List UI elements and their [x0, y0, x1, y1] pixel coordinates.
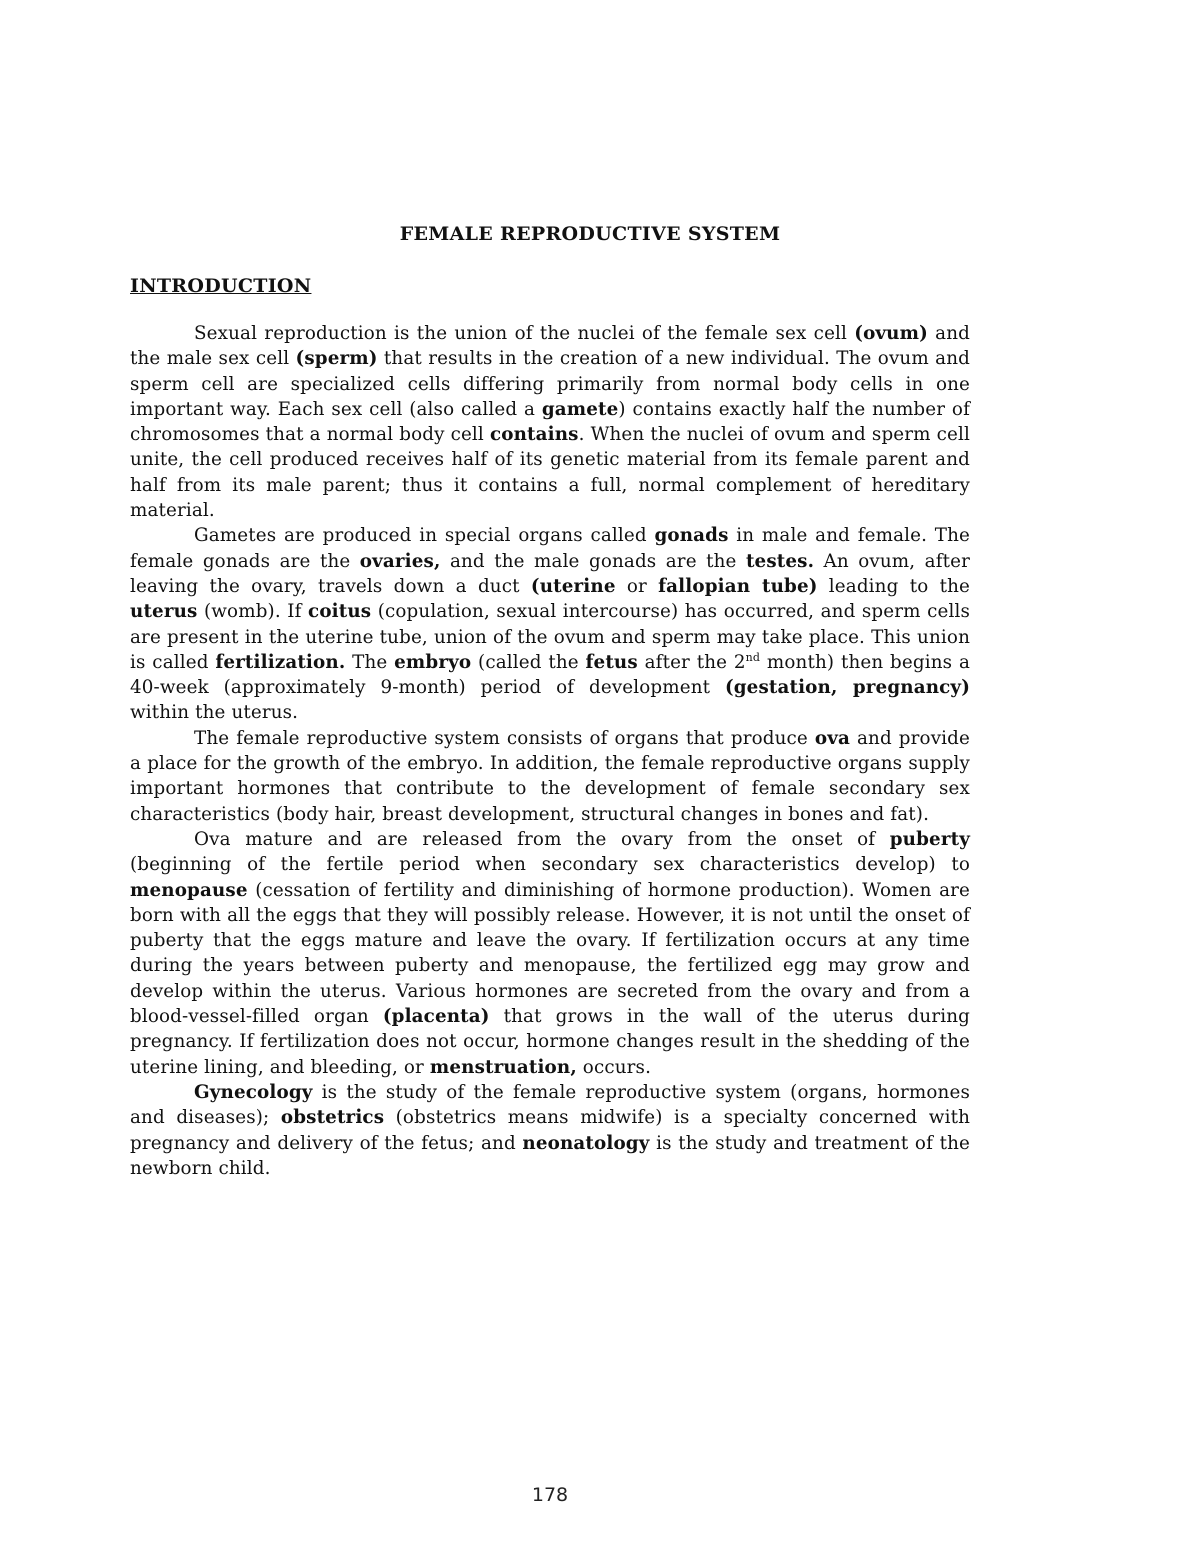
text-run: and the male sex cell [130, 323, 970, 370]
bold-term: gonads [654, 525, 729, 547]
text-run: Ova mature and are released from the ovary from the onset of [194, 828, 890, 850]
text-run: occurs. [576, 1056, 652, 1078]
text-run: An ovum, after leaving the ovary, travels down a duct [130, 550, 970, 597]
text-run: and the male gonads are the [440, 550, 746, 572]
bold-term: ova [814, 727, 850, 749]
section-heading-introduction: INTRODUCTION [130, 275, 312, 297]
bold-term: (ovum) [854, 323, 928, 344]
text-run: after the 2 [637, 651, 746, 673]
text-run: (cessation of fertility and diminishing of hormone production). Women are born with all the eggs that they will possibly release. However, it is not until the onset of puberty that the eggs mature and leave the ovary. If fertilization occurs at any time during the years between puberty and menopause, the fertilized egg may grow and develop within the uterus. Various hormones are secreted from the ovary and from a blood-vessel-filled organ [130, 879, 970, 1028]
bold-term: (uterine [530, 575, 616, 597]
text-run: ) contains exactly half the number of chromosomes that a normal body cell [130, 398, 970, 446]
text-run: (beginning of the fertile period when secondary sex characteristics develop) to [130, 854, 970, 876]
bold-term: uterus [130, 601, 198, 623]
text-run: or [615, 575, 659, 597]
page-number: 178 [531, 1484, 569, 1506]
bold-term: coitus [308, 601, 372, 623]
text-run: month) then begins a 40-week (approximately 9-month) period of development [130, 651, 970, 699]
document-title-text: FEMALE REPRODUCTIVE SYSTEM [399, 223, 781, 245]
text-run: The [345, 651, 395, 673]
bold-term: menopause [130, 879, 248, 901]
text-run: in male and female. The female gonads are the [130, 525, 970, 572]
bold-term: fallopian tube) [658, 575, 818, 597]
document-title [0, 222, 1040, 246]
bold-term: puberty [889, 828, 970, 850]
bold-term: embryo [394, 651, 472, 673]
text-run: (copulation, sexual intercourse) has occurred, and sperm cells are present in the uterine tube, union of the ovum and sperm may take place. This union is called [130, 601, 970, 673]
text-run: within the uterus. [130, 702, 299, 724]
text-run: and provide a place for the growth of the embryo. In addition, the female reproductive organs supply important hormones that contribute to the development of female secondary sex characteristics (body hair, breast development, structural changes in bones and fat). [130, 727, 970, 825]
bold-term: fertilization. [215, 651, 346, 673]
text-run: (obstetrics means midwife) is a specialty concerned with pregnancy and delivery of the fetus; and [130, 1107, 971, 1154]
bold-term: (sperm) [295, 348, 378, 370]
bold-term: fetus [585, 651, 638, 673]
text-run: Sexual reproduction is the union of the nuclei of the female sex cell [194, 323, 855, 344]
text-run: (called the [471, 651, 586, 673]
bold-term: neonatology [522, 1132, 650, 1154]
bold-term: contains [489, 424, 579, 446]
bold-term: (placenta) [382, 1006, 490, 1028]
ordinal-superscript: nd [745, 650, 761, 664]
bold-term: (gestation, pregnancy) [724, 677, 970, 699]
text-run: (womb). If [197, 601, 309, 623]
text-run: The female reproductive system consists of organs that produce [194, 727, 815, 749]
text-run: . When the nuclei of ovum and sperm cell unite, the cell produced receives half of its genetic material from its female parent and half from its male parent; thus it contains a full, normal complement of hereditary material. [130, 424, 970, 522]
bold-term: gamete [541, 398, 619, 420]
body-paragraph [130, 1080, 970, 1181]
text-run: that results in the creation of a new individual. The ovum and sperm cell are specialized cells differing primarily from normal body cells in one important way. Each sex cell (also called a [130, 348, 971, 420]
body-paragraph [130, 523, 970, 725]
body-paragraph [130, 827, 970, 1080]
text-run: is the study and treatment of the newborn child. [130, 1132, 970, 1179]
bold-term: obstetrics [280, 1107, 385, 1129]
bold-term: menstruation, [429, 1056, 577, 1078]
text-run: leading to the [817, 575, 970, 597]
text-run: Gametes are produced in special organs called [194, 525, 655, 547]
body-paragraph [130, 726, 970, 827]
text-run: that grows in the wall of the uterus during pregnancy. If fertilization does not occur, hormone changes result in the shedding of the uterine lining, and bleeding, or [130, 1006, 970, 1078]
text-run: is the study of the female reproductive system (organs, hormones and diseases); [130, 1081, 970, 1129]
bold-term: Gynecology [194, 1081, 313, 1103]
body-paragraph [130, 321, 970, 523]
bold-term: ovaries, [359, 550, 441, 572]
body-text [130, 321, 970, 1181]
bold-term: testes. [745, 550, 815, 572]
